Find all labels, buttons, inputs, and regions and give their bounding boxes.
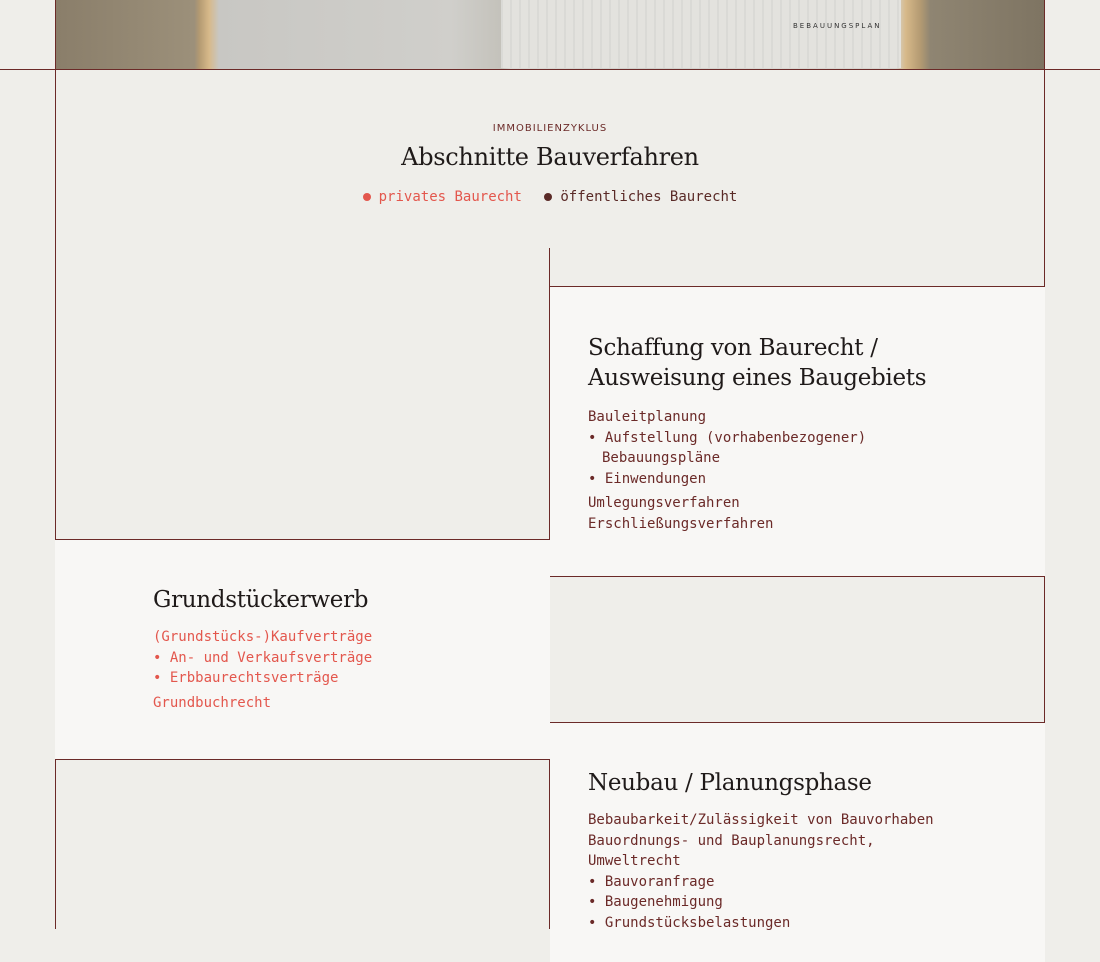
card-neubau-planungsphase xyxy=(550,722,1045,962)
card-title: Neubau / Planungsphase xyxy=(588,770,872,796)
legend-item-private xyxy=(363,189,522,205)
list-item: • Baugenehmigung xyxy=(588,894,723,910)
list-item: • Grundstücksbelastungen xyxy=(588,914,791,931)
list-item: Bebaubarkeit/Zulässigkeit von Bauvorhaben xyxy=(588,812,934,828)
list-item: • Erbbaurechtsverträge xyxy=(153,670,339,686)
legend-label-public: öffentliches Baurecht xyxy=(560,189,738,205)
card-content xyxy=(588,407,1028,534)
legend-dot-public xyxy=(544,193,552,201)
list-item: Bauordnungs- und Bauplanungsrecht, Umweltrecht xyxy=(588,832,875,869)
section-eyebrow: IMMOBILIENZYKLUS xyxy=(492,123,608,134)
legend xyxy=(0,189,1100,205)
list-item: • Einwendungen xyxy=(588,470,707,487)
list-item: Umlegungsverfahren xyxy=(588,495,740,511)
card-content xyxy=(153,627,533,713)
card-content xyxy=(588,810,1028,933)
card-schaffung-baurecht xyxy=(550,286,1045,577)
list-item: Erschließungsverfahren xyxy=(588,515,774,532)
list-item: • Aufstellung (vorhabenbezogener) Bebauungspläne xyxy=(588,429,867,466)
list-item: Grundbuchrecht xyxy=(153,694,272,711)
list-item: (Grundstücks-)Kaufverträge xyxy=(153,629,373,645)
plan-title: BEBAUUNGSPLAN xyxy=(793,22,882,30)
list-item: Bauleitplanung xyxy=(588,409,707,425)
legend-label-private: privates Baurecht xyxy=(378,189,522,205)
legend-dot-private xyxy=(363,193,371,201)
list-item: • Bauvoranfrage xyxy=(588,873,715,890)
legend-item-public xyxy=(544,189,737,205)
card-grundstueckerwerb xyxy=(55,539,550,760)
card-title: Schaffung von Baurecht / Ausweisung eines Baugebiets xyxy=(588,335,927,391)
card-title: Grundstückerwerb xyxy=(153,587,369,613)
list-item: • An- und Verkaufsverträge xyxy=(153,649,373,666)
section-title: Abschnitte Bauverfahren xyxy=(401,143,699,171)
hero-image xyxy=(55,0,1045,70)
development-plan-photo xyxy=(501,0,901,68)
